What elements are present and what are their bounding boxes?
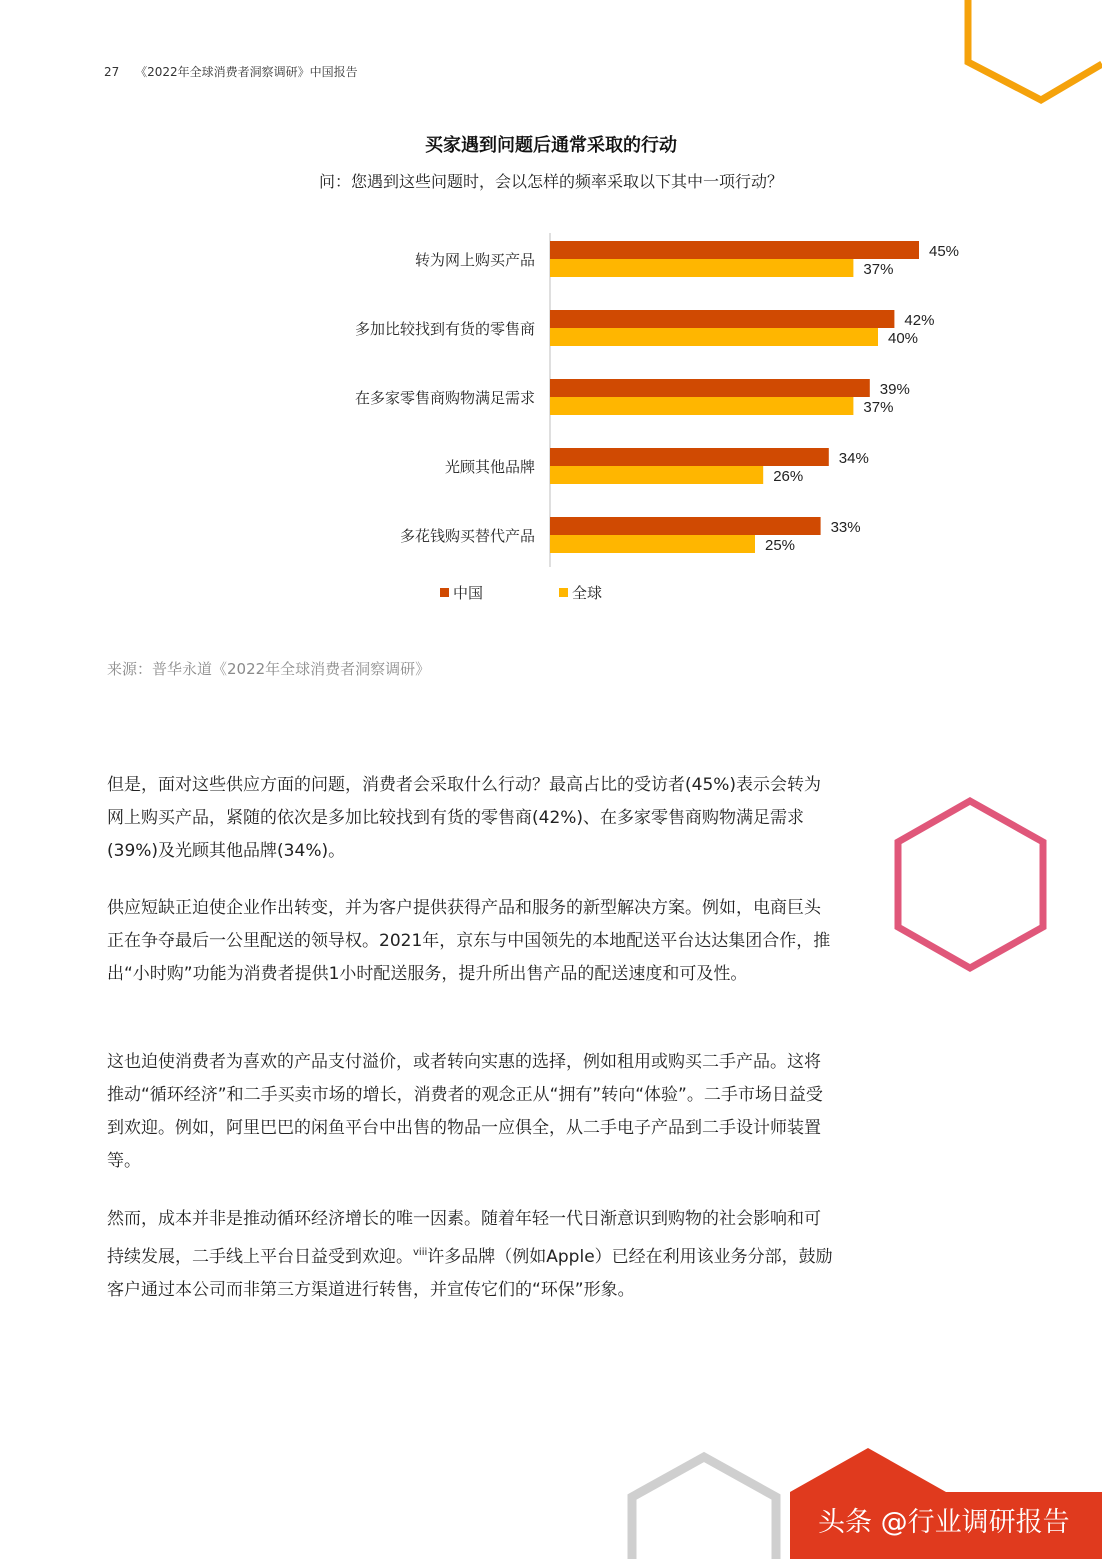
legend-swatch-china (440, 588, 449, 597)
legend-label-china: 中国 (453, 584, 484, 602)
category-label: 转为网上购买产品 (414, 251, 535, 269)
paragraph-1: 但是，面对这些供应方面的问题，消费者会采取什么行动？最高占比的受访者(45%)表示会转为网上购买产品，紧随的依次是多加比较找到有货的零售商(42%)、在多家零售商购物满足需求(39%)及光顾其他品牌(34%)。 (107, 775, 822, 861)
data-label: 26% (773, 468, 804, 485)
chart-source: 来源：普华永道《2022年全球消费者洞察调研》 (107, 660, 431, 678)
bar-global (550, 259, 853, 277)
data-label: 25% (765, 537, 796, 554)
paragraph-4 (107, 1203, 837, 1307)
legend-label-global: 全球 (572, 584, 603, 602)
rose-hexagon-outline (890, 795, 1052, 977)
paragraph-4-part-1: 然而，成本并非是推动循环经济增长的唯一因素。随着年轻一代日渐意识到购物的社会影响和可持续发展，二手线上平台日益受到欢迎。 (107, 1209, 821, 1267)
footnote-marker: viii (413, 1247, 428, 1258)
bar-global (550, 328, 878, 346)
bar-chart (0, 0, 1102, 620)
legend-china (440, 582, 483, 603)
category-label: 在多家零售商购物满足需求 (354, 389, 535, 407)
bar-global (550, 466, 763, 484)
category-label: 光顾其他品牌 (444, 458, 535, 476)
category-label: 多花钱购买替代产品 (399, 527, 535, 545)
chart-title: 买家遇到问题后通常采取的行动 (425, 135, 677, 156)
legend-swatch-global (559, 588, 568, 597)
bar-global (550, 535, 755, 553)
bar-china (550, 241, 919, 259)
gray-hexagon-outline (620, 1440, 790, 1559)
paragraph-3: 这也迫使消费者为喜欢的产品支付溢价，或者转向实惠的选择，例如租用或购买二手产品。这将推动“循环经济”和二手买卖市场的增长，消费者的观念正从“拥有”转向“体验”。二手市场日益受到欢迎。例如，阿里巴巴的闲鱼平台中出售的物品一应俱全，从二手电子产品到二手设计师装置等。 (107, 1052, 823, 1171)
legend-global (559, 582, 602, 603)
bar-china (550, 517, 821, 535)
data-label: 45% (929, 243, 960, 260)
report-title: 《2022年全球消费者洞察调研》中国报告 (135, 65, 358, 79)
bar-china (550, 379, 870, 397)
category-label: 多加比较找到有货的零售商 (354, 320, 535, 338)
data-label: 37% (863, 261, 894, 278)
data-label: 42% (904, 312, 935, 329)
data-label: 37% (863, 399, 894, 416)
data-label: 39% (879, 381, 910, 398)
paragraph-4-part-2: 许多品牌（例如Apple）已经在利用该业务分部，鼓励客户通过本公司而非第三方渠道进行转售，并宣传它们的“环保”形象。 (107, 1247, 833, 1300)
bar-china (550, 448, 829, 466)
bar-china (550, 310, 894, 328)
data-label: 40% (888, 330, 919, 347)
paragraph-2: 供应短缺正迫使企业作出转变，并为客户提供获得产品和服务的新型解决方案。例如，电商巨头正在争夺最后一公里配送的领导权。2021年，京东与中国领先的本地配送平台达达集团合作，推出“小时购”功能为消费者提供1小时配送服务，提升所出售产品的配送速度和可及性。 (107, 898, 831, 984)
bar-global (550, 397, 853, 415)
data-label: 34% (838, 450, 869, 467)
chart-subtitle: 问：您遇到这些问题时，会以怎样的频率采取以下其中一项行动？ (318, 172, 783, 191)
page-number: 27 (104, 65, 120, 79)
watermark: 头条 @行业调研报告 (818, 1507, 1070, 1538)
data-label: 33% (830, 519, 861, 536)
